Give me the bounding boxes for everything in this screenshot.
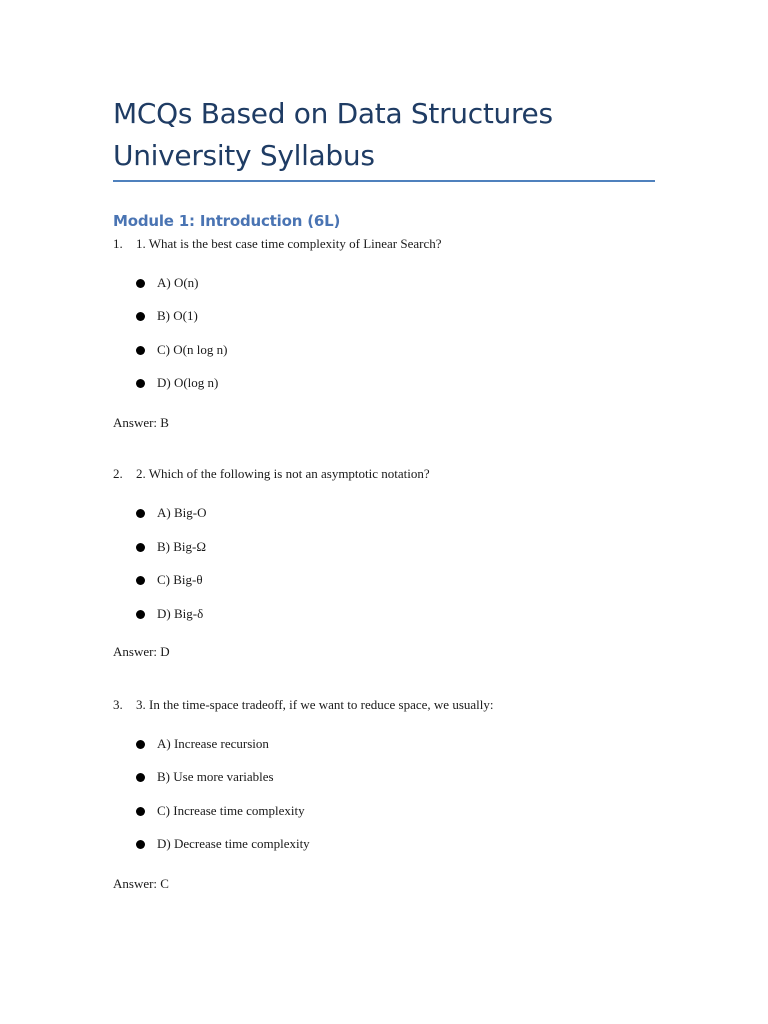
option-text: A) O(n) bbox=[157, 275, 199, 290]
question-1 bbox=[113, 235, 655, 430]
title-underline bbox=[113, 180, 655, 182]
option-text: D) Decrease time complexity bbox=[157, 836, 310, 851]
bullet-icon bbox=[136, 312, 145, 321]
option-c bbox=[136, 802, 305, 820]
question-line bbox=[113, 235, 655, 253]
question-number: 3. bbox=[113, 697, 123, 712]
option-text: D) Big-δ bbox=[157, 606, 204, 621]
option-a bbox=[136, 735, 269, 753]
option-c bbox=[136, 341, 227, 359]
answer-text: Answer: C bbox=[113, 876, 169, 891]
bullet-icon bbox=[136, 610, 145, 619]
question-text: 3. In the time-space tradeoff, if we want to reduce space, we usually: bbox=[136, 697, 494, 712]
bullet-icon bbox=[136, 346, 145, 355]
option-b bbox=[136, 307, 198, 325]
bullet-icon bbox=[136, 509, 145, 518]
option-text: B) O(1) bbox=[157, 308, 198, 323]
page-title: MCQs Based on Data Structures University Syllabus bbox=[113, 97, 553, 172]
option-a bbox=[136, 504, 206, 522]
bullet-icon bbox=[136, 543, 145, 552]
question-2 bbox=[113, 465, 655, 659]
option-c bbox=[136, 571, 203, 589]
module-heading: Module 1: Introduction (6L) bbox=[113, 212, 341, 230]
option-a bbox=[136, 274, 199, 292]
question-3 bbox=[113, 696, 655, 891]
option-b bbox=[136, 768, 274, 786]
option-text: C) Big-θ bbox=[157, 572, 203, 587]
option-text: D) O(log n) bbox=[157, 375, 219, 390]
option-d bbox=[136, 835, 310, 853]
option-b bbox=[136, 538, 206, 556]
bullet-icon bbox=[136, 740, 145, 749]
option-text: C) O(n log n) bbox=[157, 342, 228, 357]
option-d bbox=[136, 374, 218, 392]
option-text: A) Increase recursion bbox=[157, 736, 269, 751]
option-text: B) Big-Ω bbox=[157, 539, 207, 554]
question-number: 1. bbox=[113, 236, 123, 251]
question-number: 2. bbox=[113, 466, 123, 481]
option-d bbox=[136, 605, 203, 623]
answer-text: Answer: D bbox=[113, 644, 170, 659]
bullet-icon bbox=[136, 773, 145, 782]
answer-text: Answer: B bbox=[113, 415, 169, 430]
bullet-icon bbox=[136, 840, 145, 849]
bullet-icon bbox=[136, 576, 145, 585]
bullet-icon bbox=[136, 279, 145, 288]
question-line bbox=[113, 696, 655, 714]
question-line bbox=[113, 465, 655, 483]
option-text: B) Use more variables bbox=[157, 769, 274, 784]
question-text: 1. What is the best case time complexity of Linear Search? bbox=[136, 236, 442, 251]
option-text: A) Big-O bbox=[157, 505, 207, 520]
bullet-icon bbox=[136, 379, 145, 388]
bullet-icon bbox=[136, 807, 145, 816]
option-text: C) Increase time complexity bbox=[157, 803, 305, 818]
question-text: 2. Which of the following is not an asymptotic notation? bbox=[136, 466, 430, 481]
